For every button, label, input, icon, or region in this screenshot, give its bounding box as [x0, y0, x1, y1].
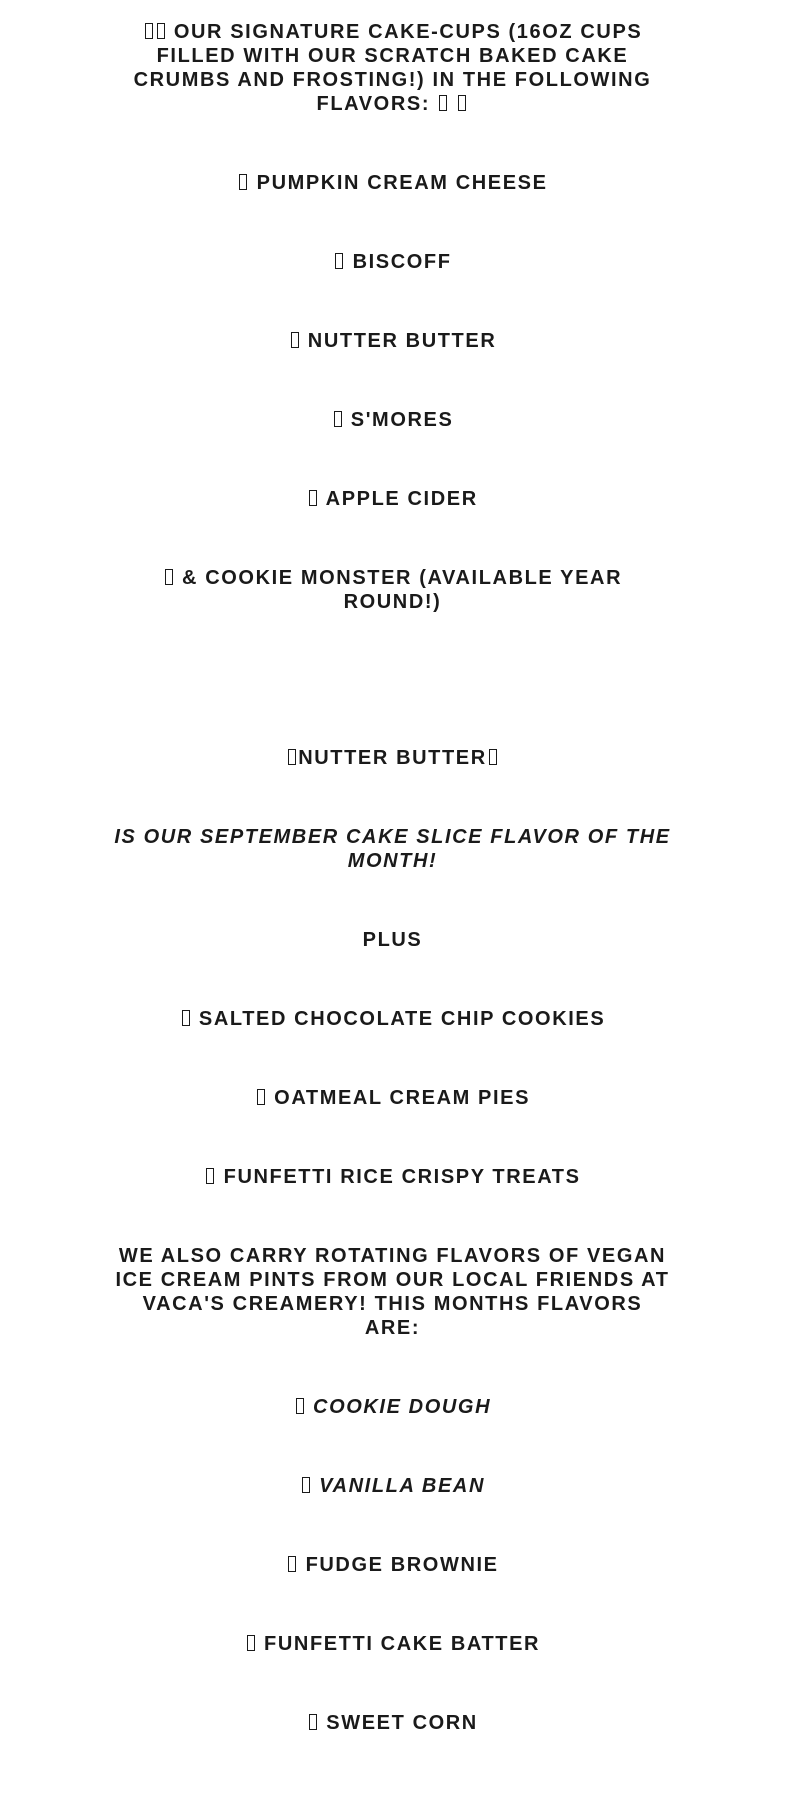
cake-cup-flavor-item [113, 566, 673, 614]
cake-cup-flavor-item [113, 171, 673, 195]
emoji-placeholder-icon [206, 1168, 214, 1184]
flavor-label: & COOKIE MONSTER (AVAILABLE YEAR ROUND!) [182, 567, 623, 613]
extra-item [113, 1165, 673, 1189]
flavor-label: BISCOFF [352, 251, 452, 273]
ice-cream-flavor-label: COOKIE DOUGH [313, 1396, 492, 1418]
plus-label: PLUS [362, 929, 423, 951]
featured-flavor-label: NUTTER BUTTER [298, 747, 487, 769]
emoji-placeholder-icon [257, 1089, 265, 1105]
section-spacer [113, 669, 673, 746]
emoji-placeholder-icon [489, 749, 497, 765]
cake-cup-flavor-item [113, 329, 673, 353]
ice-cream-flavor-item [113, 1632, 673, 1656]
ice-cream-flavor-label: FUNFETTI CAKE BATTER [264, 1633, 541, 1655]
emoji-placeholder-icon [309, 490, 317, 506]
ice-cream-flavor-label: VANILLA BEAN [319, 1475, 486, 1497]
emoji-placeholder-icon [439, 95, 447, 111]
featured-flavor-caption: IS OUR SEPTEMBER CAKE SLICE FLAVOR OF THE MONTH! [114, 826, 671, 872]
emoji-placeholder-icon [239, 174, 247, 190]
ice-cream-flavor-label: FUDGE BROWNIE [305, 1554, 499, 1576]
flavor-label: S'MORES [350, 409, 454, 431]
emoji-placeholder-icon [288, 1556, 296, 1572]
cake-cups-intro-text: OUR SIGNATURE CAKE-CUPS (16OZ CUPS FILLED WITH OUR SCRATCH BAKED CAKE CRUMBS AND FROSTING!) IN THE FOLLOWING FLAVORS: [133, 21, 652, 115]
ice-cream-flavor-item [113, 1711, 673, 1735]
emoji-placeholder-icon [182, 1010, 190, 1026]
cake-cup-flavor-item [113, 250, 673, 274]
cake-cups-intro [113, 20, 673, 116]
flavor-label: APPLE CIDER [325, 488, 478, 510]
emoji-placeholder-icon [302, 1477, 310, 1493]
ice-cream-flavor-item [113, 1474, 673, 1498]
ice-cream-flavor-item [113, 1553, 673, 1577]
extra-item-label: SALTED CHOCOLATE CHIP COOKIES [198, 1008, 606, 1030]
emoji-placeholder-icon [247, 1635, 255, 1651]
flavor-label: NUTTER BUTTER [307, 330, 497, 352]
emoji-placeholder-icon [296, 1398, 304, 1414]
featured-flavor [113, 746, 673, 770]
cake-cup-flavor-item [113, 487, 673, 511]
extra-item-label: OATMEAL CREAM PIES [274, 1087, 531, 1109]
ice-cream-flavor-label: SWEET CORN [326, 1712, 478, 1734]
emoji-placeholder-icon [145, 23, 153, 39]
emoji-placeholder-icon [309, 1714, 317, 1730]
emoji-placeholder-icon [165, 569, 173, 585]
vegan-ice-cream-intro: WE ALSO CARRY ROTATING FLAVORS OF VEGAN ICE CREAM PINTS FROM OUR LOCAL FRIENDS AT VACA'S CREAMERY! THIS MONTHS FLAVORS ARE: [115, 1245, 670, 1339]
ice-cream-flavor-item [113, 1395, 673, 1419]
menu-content [113, 0, 673, 1735]
emoji-placeholder-icon [157, 23, 165, 39]
emoji-placeholder-icon [288, 749, 296, 765]
flavor-label: PUMPKIN CREAM CHEESE [256, 172, 548, 194]
emoji-placeholder-icon [334, 411, 342, 427]
extra-item-label: FUNFETTI RICE CRISPY TREATS [223, 1166, 581, 1188]
emoji-placeholder-icon [335, 253, 343, 269]
cake-cup-flavor-item [113, 408, 673, 432]
extra-item [113, 1086, 673, 1110]
extra-item [113, 1007, 673, 1031]
emoji-placeholder-icon [291, 332, 299, 348]
emoji-placeholder-icon [458, 95, 466, 111]
